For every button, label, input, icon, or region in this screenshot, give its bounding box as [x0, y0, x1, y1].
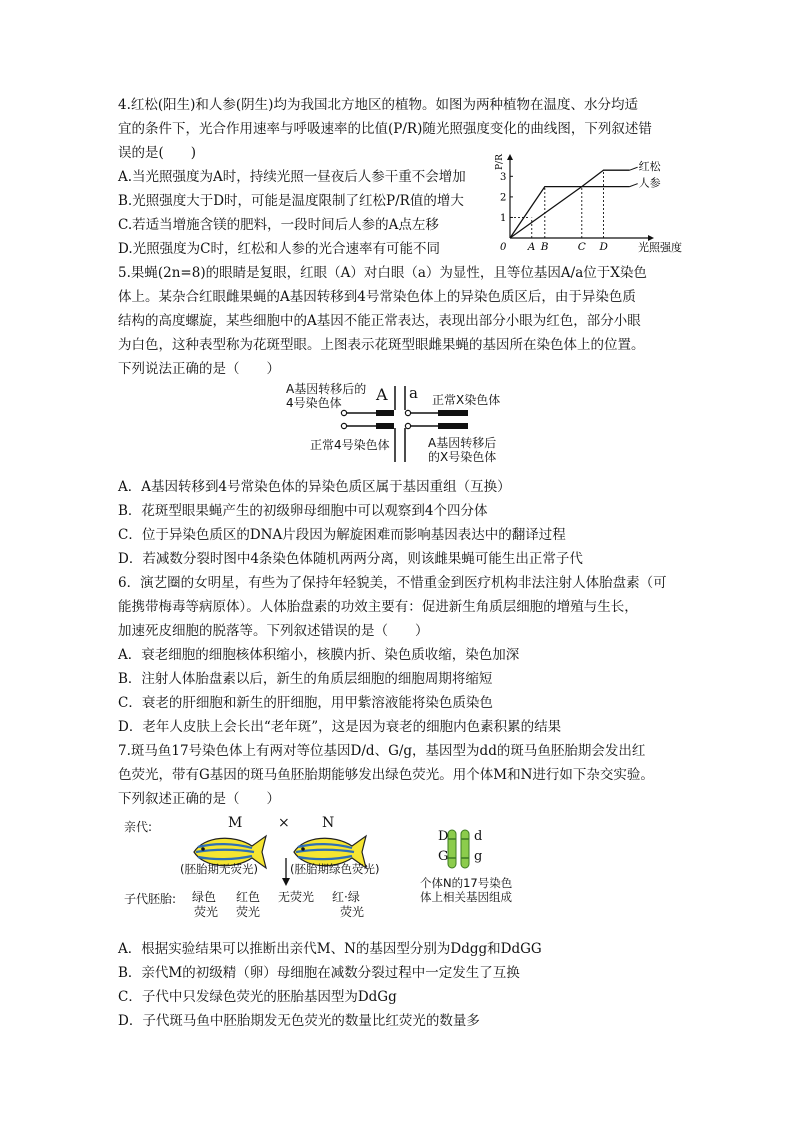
series-line-1 [510, 170, 630, 238]
q6-stem-line-1: 6．演艺圈的女明星，有些为了保持年轻貌美，不惜重金到医疗机构非法注射人体胎盘素（可 [118, 575, 667, 591]
gene-G-label: G [438, 849, 449, 864]
fig-label-bottom-left: 正常4号染色体 [310, 438, 390, 452]
q6-option-c: C．衰老的肝细胞和新生的肝细胞，用甲紫溶液能将染色质染色 [118, 695, 493, 711]
fish-N-note: (胚胎期绿色荧光) [290, 862, 380, 876]
q4-option-a: A.当光照强度为A时，持续光照一昼夜后人参干重不会增加 [118, 169, 466, 185]
q5-stem-line-2: 体上。某杂合红眼雌果蝇的A基因转移到4号常染色体上的异染色质区后，由于异染色质 [118, 289, 636, 305]
chromosome-figure [280, 382, 520, 466]
parent-N-label: N [322, 815, 335, 831]
gene-g-label: g [474, 849, 483, 864]
series-leader [630, 167, 638, 170]
q4-stem-line-2: 宜的条件下，光合作用速率与呼吸速率的比值(P/R)随光照强度变化的曲线图，下列叙述错 [118, 121, 652, 137]
chromosome-caption-2: 体上相关基因组成 [420, 890, 512, 904]
offspring-label: 子代胚胎: [124, 892, 177, 906]
chromosome-pair-N-icon [448, 830, 469, 868]
chromosome-x-transferred [405, 423, 468, 429]
q7-option-a: A．根据实验结果可以推断出亲代M、N的基因型分别为Ddgg和DdGG [118, 941, 542, 957]
fig-label-bottom-right-2: 的X号染色体 [428, 450, 497, 464]
q5-stem-line-5: 下列说法正确的是（ ） [118, 361, 280, 377]
offspring-red-green-1: 红·绿 [332, 890, 360, 904]
q7-stem-line-2: 色荧光，带有G基因的斑马鱼胚胎期能够发出绿色荧光。用个体M和N进行如下杂交实验。 [118, 767, 654, 783]
chromosome-caption-1: 个体N的17号染色 [420, 876, 513, 890]
series-label-2: 人参 [638, 176, 661, 190]
fish-M-note: (胚胎期无荧光) [180, 862, 258, 876]
fig-label-top-left-1: A基因转移后的 [286, 382, 367, 396]
x-tick-label: B [540, 241, 549, 253]
offspring-red-2: 荧光 [236, 905, 261, 919]
q5-option-d: D．若减数分裂时图中4条染色体随机两两分离，则该雌果蝇可能生出正常子代 [118, 551, 583, 567]
fig-label-top-right: 正常X染色体 [432, 393, 501, 407]
gene-label-a: a [409, 384, 418, 402]
y-tick-label: 3 [500, 171, 507, 183]
offspring-green-2: 荧光 [194, 905, 219, 919]
q7-option-b: B．亲代M的初级精（卵）母细胞在减数分裂过程中一定发生了互换 [118, 965, 520, 981]
gene-d-label: d [474, 829, 483, 844]
series-line-2 [510, 187, 630, 238]
q6-option-b: B．注射人体胎盘素以后，新生的角质层细胞的细胞周期将缩短 [118, 671, 493, 687]
q6-option-a: A．衰老细胞的细胞核体积缩小，核膜内折、染色质收缩，染色加深 [118, 647, 520, 663]
q6-option-d: D．老年人皮肤上会长出“老年斑”，这是因为衰老的细胞内色素积累的结果 [118, 719, 562, 735]
offspring-red-green-2: 荧光 [340, 905, 365, 919]
fig-label-bottom-right-1: A基因转移后 [428, 436, 497, 450]
q5-option-b: B．花斑型眼果蝇产生的初级卵母细胞中可以观察到4个四分体 [118, 503, 488, 519]
pr-light-chart [494, 152, 684, 254]
q6-stem-line-2: 能携带梅毒等病原体）。人体胎盘素的功效主要有：促进新生角质层细胞的增殖与生长， [118, 599, 638, 615]
x-axis-label: 光照强度 [638, 241, 682, 254]
q5-option-c: C．位于异染色质区的DNA片段因为解旋困难而影响基因表达中的翻译过程 [118, 527, 566, 543]
q4-stem-line-1: 4.红松(阳生)和人参(阴生)均为我国北方地区的植物。如图为两种植物在温度、水分均适 [118, 97, 638, 113]
q4-option-b: B.光照强度大于D时，可能是温度限制了红松P/R值的增大 [118, 193, 464, 209]
chromosome-4-normal [341, 423, 394, 429]
q7-option-c: C．子代中只发绿色荧光的胚胎基因型为DdGg [118, 989, 397, 1005]
q6-stem-line-3: 加速死皮细胞的脱落等。下列叙述错误的是（ ） [118, 623, 429, 639]
x-tick-label: A [527, 241, 536, 253]
y-axis-arrow-icon [507, 154, 513, 160]
q5-stem-line-1: 5.果蝇(2n=8)的眼睛是复眼，红眼（A）对白眼（a）为显性，且等位基因A/a位于X染色 [118, 265, 647, 281]
parent-label: 亲代: [124, 820, 153, 834]
y-axis-label: P/R [495, 154, 505, 170]
parent-M-label: M [228, 815, 243, 831]
fig-label-top-left-2: 4号染色体 [286, 396, 342, 410]
offspring-green-1: 绿色 [192, 890, 217, 904]
offspring-red-1: 红色 [236, 890, 261, 904]
cross-arrow-icon [282, 858, 290, 886]
y-tick-label: 2 [500, 192, 507, 204]
cross-symbol: × [278, 815, 290, 831]
series-label-1: 红松 [638, 160, 661, 174]
q5-stem-line-3: 结构的高度螺旋，某些细胞中的A基因不能正常表达，表现出部分小眼为红色，部分小眼 [118, 313, 641, 329]
q7-stem-line-1: 7.斑马鱼17号染色体上有两对等位基因D/d、G/g，基因型为dd的斑马鱼胚胎期会发出红 [118, 743, 646, 759]
y-tick-label: 1 [500, 212, 507, 224]
series-leader [630, 184, 638, 187]
offspring-none: 无荧光 [278, 890, 315, 904]
q4-stem-line-3: 误的是( ) [118, 145, 197, 161]
origin-label: 0 [500, 242, 507, 253]
zebrafish-cross-figure [118, 810, 558, 928]
q7-option-d: D．子代斑马鱼中胚胎期发无色荧光的数量比红荧光的数量多 [118, 1013, 480, 1029]
q7-stem-line-3: 下列叙述正确的是（ ） [118, 791, 280, 807]
q5-stem-line-4: 为白色，这种表型称为花斑型眼。上图表示花斑型眼雌果蝇的基因所在染色体上的位置。 [118, 337, 645, 353]
q4-option-c: C.若适当增施含镁的肥料，一段时间后人参的A点左移 [118, 217, 439, 233]
gene-label-A: A [376, 385, 388, 404]
x-tick-label: D [599, 241, 608, 253]
q4-option-d: D.光照强度为C时，红松和人参的光合速率有可能不同 [118, 241, 440, 257]
q5-option-a: A．A基因转移到4号常染色体的异染色质区属于基因重组（互换） [118, 479, 511, 495]
chromosome-4-with-A [341, 410, 394, 416]
x-tick-label: C [577, 241, 586, 253]
gene-D-label: D [438, 829, 449, 844]
chromosome-x-normal [405, 410, 468, 416]
